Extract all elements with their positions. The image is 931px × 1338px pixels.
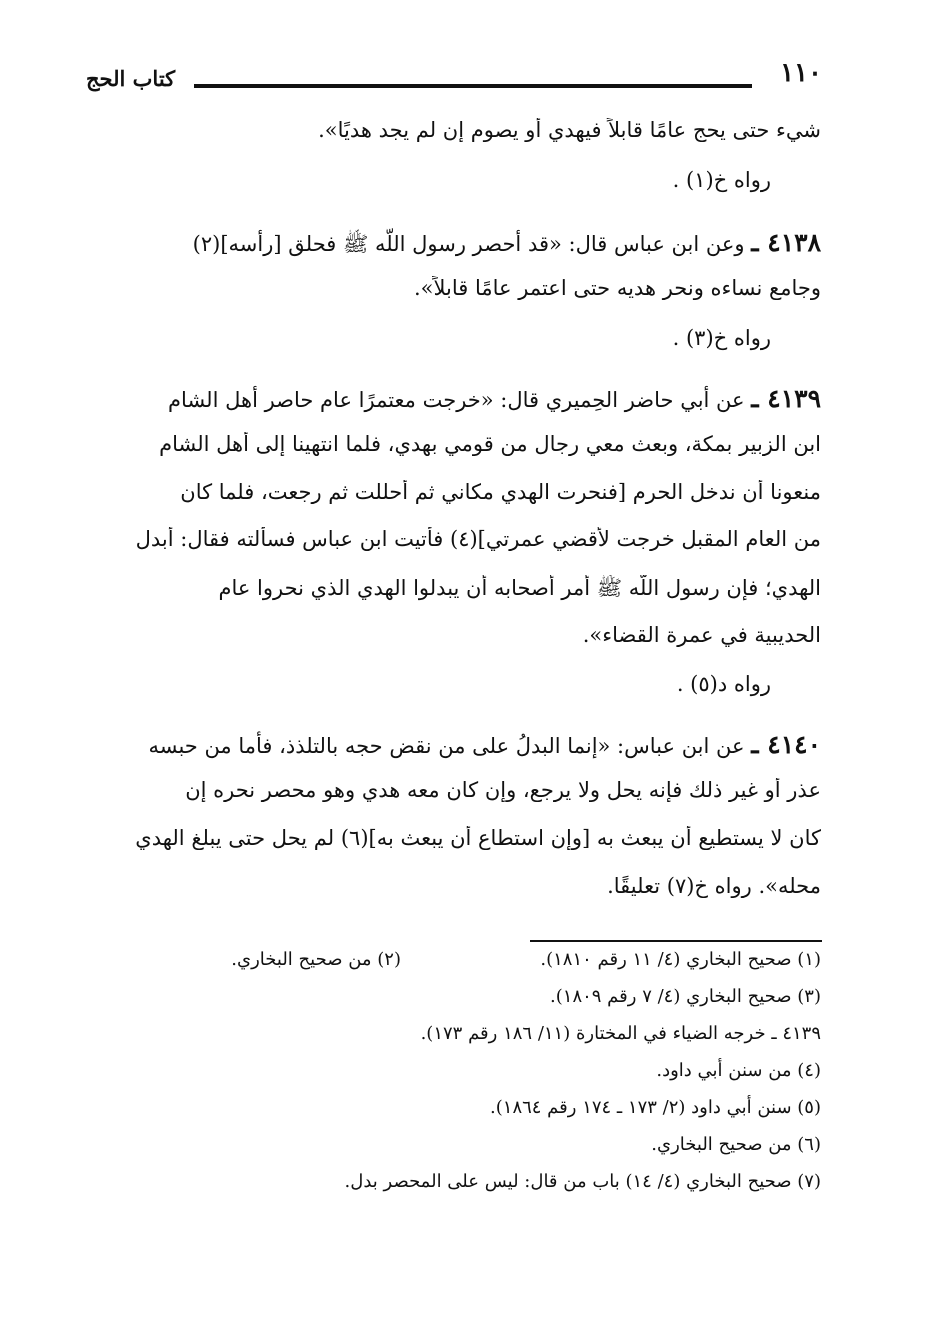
hadith-text: عن أبي حاضر الحِميري قال: «خرجت معتمرًا عام حاصر أهل الشام [168, 388, 745, 412]
text-line: الهدي؛ فإن رسول اللَّه ﷺ أمر أصحابه أن يبدلوا الهدي الذي نحروا عام [218, 576, 821, 600]
text-line [101, 228, 821, 262]
text-line [101, 730, 821, 759]
footnote-3: (٣) صحيح البخاري (٤/ ٧ رقم ١٨٠٩). [550, 986, 821, 1007]
footnote-rule [530, 940, 822, 942]
narration-source: رواه خ(١) . [672, 168, 771, 192]
text-line: من العام المقبل خرجت لأقضي عمرتي](٤) فأتيت ابن عباس فسألته فقال: أبدل [135, 527, 821, 551]
page-header [86, 58, 822, 98]
hadith-number: ٤١٣٩ ـ [751, 384, 821, 413]
text-line: عذر أو غير ذلك فإنه يحل ولا يرجع، وإن كان معه هدي وهو محصر نحره إن [185, 778, 821, 802]
footnote-4: (٤) من سنن أبي داود. [656, 1060, 821, 1081]
footnote-4139: ٤١٣٩ ـ خرجه الضياء في المختارة (١١/ ١٨٦ رقم ١٧٣). [420, 1023, 821, 1044]
narration-source: رواه د(٥) . [676, 672, 771, 696]
text-line: الحديبية في عمرة القضاء». [582, 623, 821, 647]
text-line: ابن الزبير بمكة، وبعث معي رجال من قومي بهدي، فلما انتهينا إلى أهل الشام [159, 432, 821, 456]
text-line: محله». رواه خ(٧) تعليقًا. [607, 874, 821, 898]
header-rule [194, 84, 752, 88]
footnote-5: (٥) سنن أبي داود (٢/ ١٧٣ ـ ١٧٤ رقم ١٨٦٤). [490, 1097, 821, 1118]
hadith-text: عن ابن عباس: «إنما البدلُ على من نقض حجه بالتلذذ، فأما من حبسه [148, 734, 745, 758]
text-line: منعونا أن ندخل الحرم [فنحرت الهدي مكاني ثم أحللت ثم رجعت، فلما كان [180, 480, 821, 504]
text-line: كان لا يستطيع أن يبعث به [وإن استطاع أن يبعث به](٦) لم يحل حتى يبلغ الهدي [135, 826, 821, 850]
text-line [101, 384, 821, 413]
narration-source: رواه خ(٣) . [672, 326, 771, 350]
book-title: كتاب الحج [86, 66, 176, 91]
text-line: شيء حتى يحج عامًا قابلاً فيهدي أو يصوم إن لم يجد هديًا». [318, 118, 821, 142]
hadith-text: وعن ابن عباس قال: «قد أحصر رسول اللَّه ﷺ فحلق [رأسه](٢) [192, 232, 745, 256]
footnote-7: (٧) صحيح البخاري (٤/ ١٤) باب من قال: ليس على المحصر بدل. [344, 1171, 821, 1192]
hadith-number: ٤١٣٨ ـ [751, 228, 821, 257]
page-number: ١١٠ [780, 58, 822, 88]
footnote-1: (١) صحيح البخاري (٤/ ١١ رقم ١٨١٠). [540, 949, 821, 970]
hadith-number: ٤١٤٠ ـ [751, 730, 821, 759]
text-line: وجامع نساءه ونحر هديه حتى اعتمر عامًا قابلاً». [413, 276, 821, 300]
footnote-2: (٢) من صحيح البخاري. [231, 949, 401, 970]
footnote-6: (٦) من صحيح البخاري. [651, 1134, 821, 1155]
